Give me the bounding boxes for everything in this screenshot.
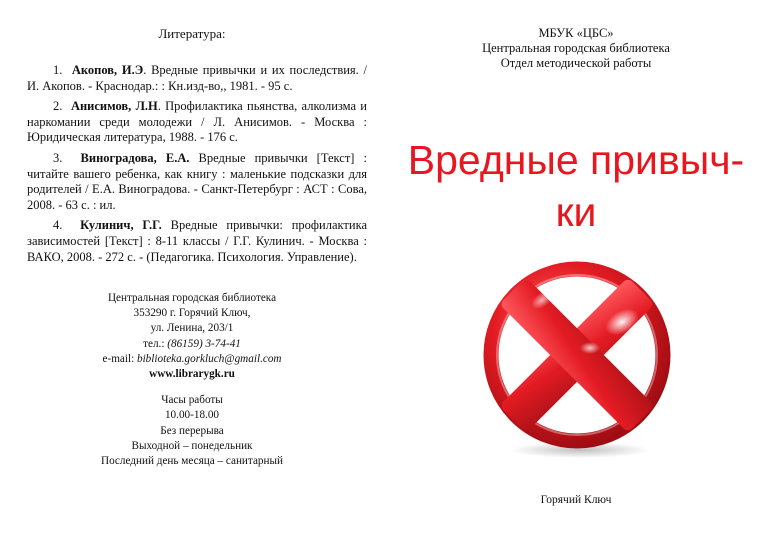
email-line: e-mail: biblioteka.gorkluch@gmail.com <box>102 352 282 365</box>
organization-header <box>384 26 768 72</box>
reference-text: Вредные привычки: профилактика зависимостей [Текст] : 8-11 классы / Г.Г. Кулинич. - Москва : ВАКО, 2008. - 272 с. - (Педагогика. Психология. Управление). <box>27 218 367 264</box>
day-off-info: Выходной – понедельник <box>131 439 253 452</box>
reference-text: Вредные привычки [Текст] : читайте вашего ребенка, как книгу : маленькие подсказки для родителей / Е.А. Виноградова. - Санкт-Петербург : АСТ : Сова, 2008. - 63 с. : ил. <box>27 150 368 212</box>
literature-heading: Литература: <box>158 26 226 41</box>
reference-author: Анисимов, Л.Н <box>70 99 158 114</box>
reference-item: 3. Виноградова, Е.А. Вредные привычки [Текст] : читайте вашего ребенка, как книгу : маленькие подсказки для родителей / Е.А. Виноградова. - Санкт-Петербург : АСТ : Сова, 2008. - 63 с. : ил. <box>27 150 368 212</box>
address-line-2: ул. Ленина, 203/1 <box>150 322 234 335</box>
sanitary-day-info: Последний день месяца – санитарный <box>100 455 283 468</box>
phone-number: (86159) 3-74-41 <box>167 337 241 350</box>
org-library: Центральная городская библиотека <box>482 41 670 56</box>
brochure-title: Вредные привыч- ки <box>407 137 745 235</box>
reference-item: 2. Анисимов, Л.Н. Профилактика пьянства, алколизма и наркомании среди молодежи / Л. Анисимов. - Москва : Юридическая литература, 1988. - 176 с. <box>27 99 367 145</box>
reference-list <box>27 63 367 270</box>
contact-block <box>0 291 384 469</box>
reference-item: 1. Акопов, И.Э. Вредные привычки и их последствия. / И. Акопов. - Краснодар.: : Кн.изд-во,, 1981. - 95 с. <box>27 63 367 93</box>
reference-author: Акопов, И.Э <box>71 63 144 77</box>
phone-line: тел.: (86159) 3-74-41 <box>143 337 241 350</box>
red-prohibition-cross-icon <box>472 252 682 462</box>
website-link[interactable]: www.librarygk.ru <box>149 368 235 381</box>
city-name: Горячий Ключ <box>540 494 612 506</box>
reference-author: Кулинич, Г.Г. <box>80 218 162 233</box>
email-link[interactable]: biblioteka.gorkluch@gmail.com <box>136 352 282 365</box>
right-page <box>384 0 768 543</box>
hours-title: Часы работы <box>161 394 223 407</box>
reference-item: 4. Кулинич, Г.Г. Вредные привычки: профилактика зависимостей [Текст] : 8-11 классы / Г.Г. Кулинич. - Москва : ВАКО, 2008. - 272 с. - (Педагогика. Психология. Управление). <box>27 218 367 264</box>
break-info: Без перерыва <box>160 424 224 437</box>
reference-text: . Вредные привычки и их последствия. / И. Акопов. - Краснодар.: : Кн.изд-во,, 1981. - 95 с. <box>27 63 367 93</box>
org-department: Отдел методической работы <box>500 56 652 71</box>
reference-author: Виноградова, Е.А. <box>80 150 190 165</box>
address-line-1: 353290 г. Горячий Ключ, <box>133 307 251 320</box>
hours-value: 10.00-18.00 <box>164 409 220 422</box>
reference-text: . Профилактика пьянства, алколизма и наркомании среди молодежи / Л. Анисимов. - Москва : Юридическая литература, 1988. - 176 с. <box>27 99 367 145</box>
library-name: Центральная городская библиотека <box>107 292 277 304</box>
org-name: МБУК «ЦБС» <box>538 26 614 40</box>
